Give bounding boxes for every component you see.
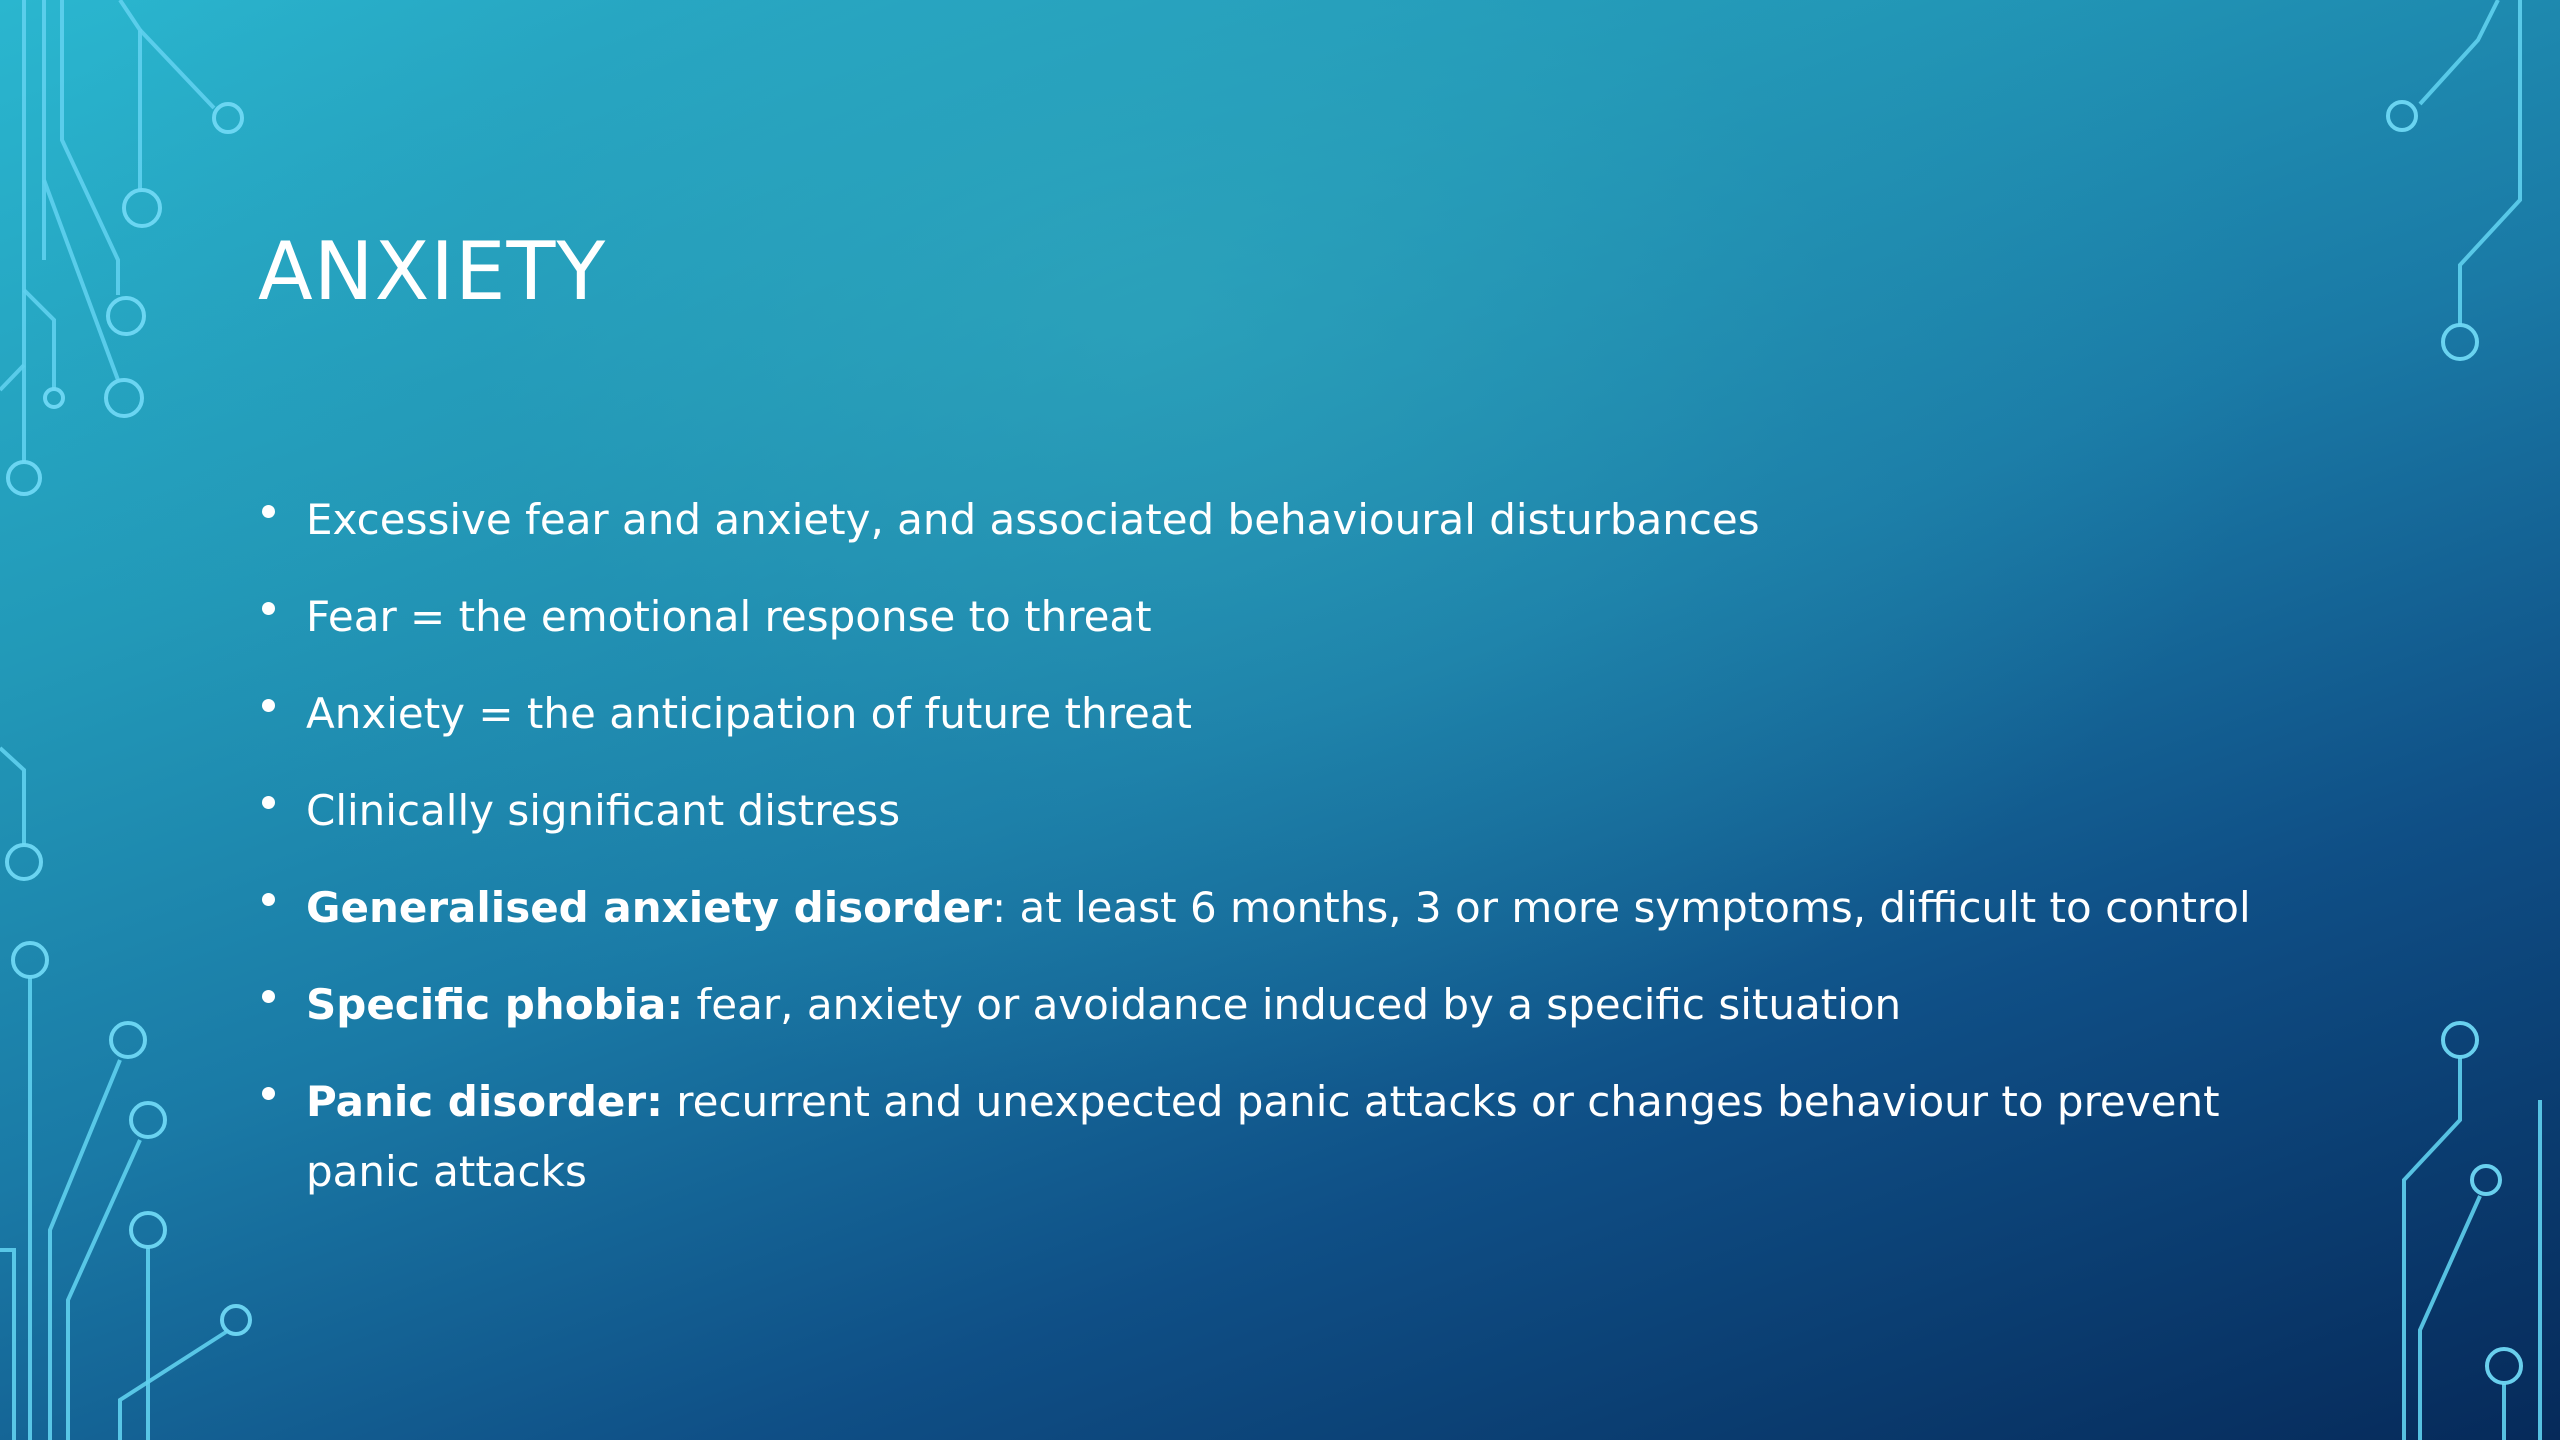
bullet-list xyxy=(258,485,2258,1234)
bullet-dot-icon xyxy=(262,1087,275,1100)
bullet-dot-icon xyxy=(262,699,275,712)
bullet-item xyxy=(258,485,2258,555)
bullet-text: Clinically significant distress xyxy=(306,786,901,835)
bullet-text: recurrent and unexpected panic attacks or changes behaviour to prevent panic attacks xyxy=(306,1077,2220,1196)
bullet-item xyxy=(258,582,2258,652)
bullet-item xyxy=(258,776,2258,846)
bullet-item xyxy=(258,873,2258,943)
bullet-text: fear, anxiety or avoidance induced by a specific situation xyxy=(683,980,1902,1029)
bullet-term: Specific phobia: xyxy=(306,980,684,1029)
bullet-dot-icon xyxy=(262,505,275,518)
bullet-text: Excessive fear and anxiety, and associated behavioural disturbances xyxy=(306,495,1760,544)
bullet-text: : at least 6 months, 3 or more symptoms, difficult to control xyxy=(991,883,2251,932)
slide-title: ANXIETY xyxy=(258,225,607,318)
bullet-item xyxy=(258,970,2258,1040)
bullet-dot-icon xyxy=(262,893,275,906)
bullet-dot-icon xyxy=(262,990,275,1003)
bullet-item xyxy=(258,679,2258,749)
bullet-dot-icon xyxy=(262,602,275,615)
bullet-text: Anxiety = the anticipation of future threat xyxy=(306,689,1192,738)
bullet-dot-icon xyxy=(262,796,275,809)
bullet-item xyxy=(258,1067,2258,1207)
bullet-term: Generalised anxiety disorder xyxy=(306,883,992,932)
bullet-term: Panic disorder: xyxy=(306,1077,663,1126)
bullet-text: Fear = the emotional response to threat xyxy=(306,592,1152,641)
